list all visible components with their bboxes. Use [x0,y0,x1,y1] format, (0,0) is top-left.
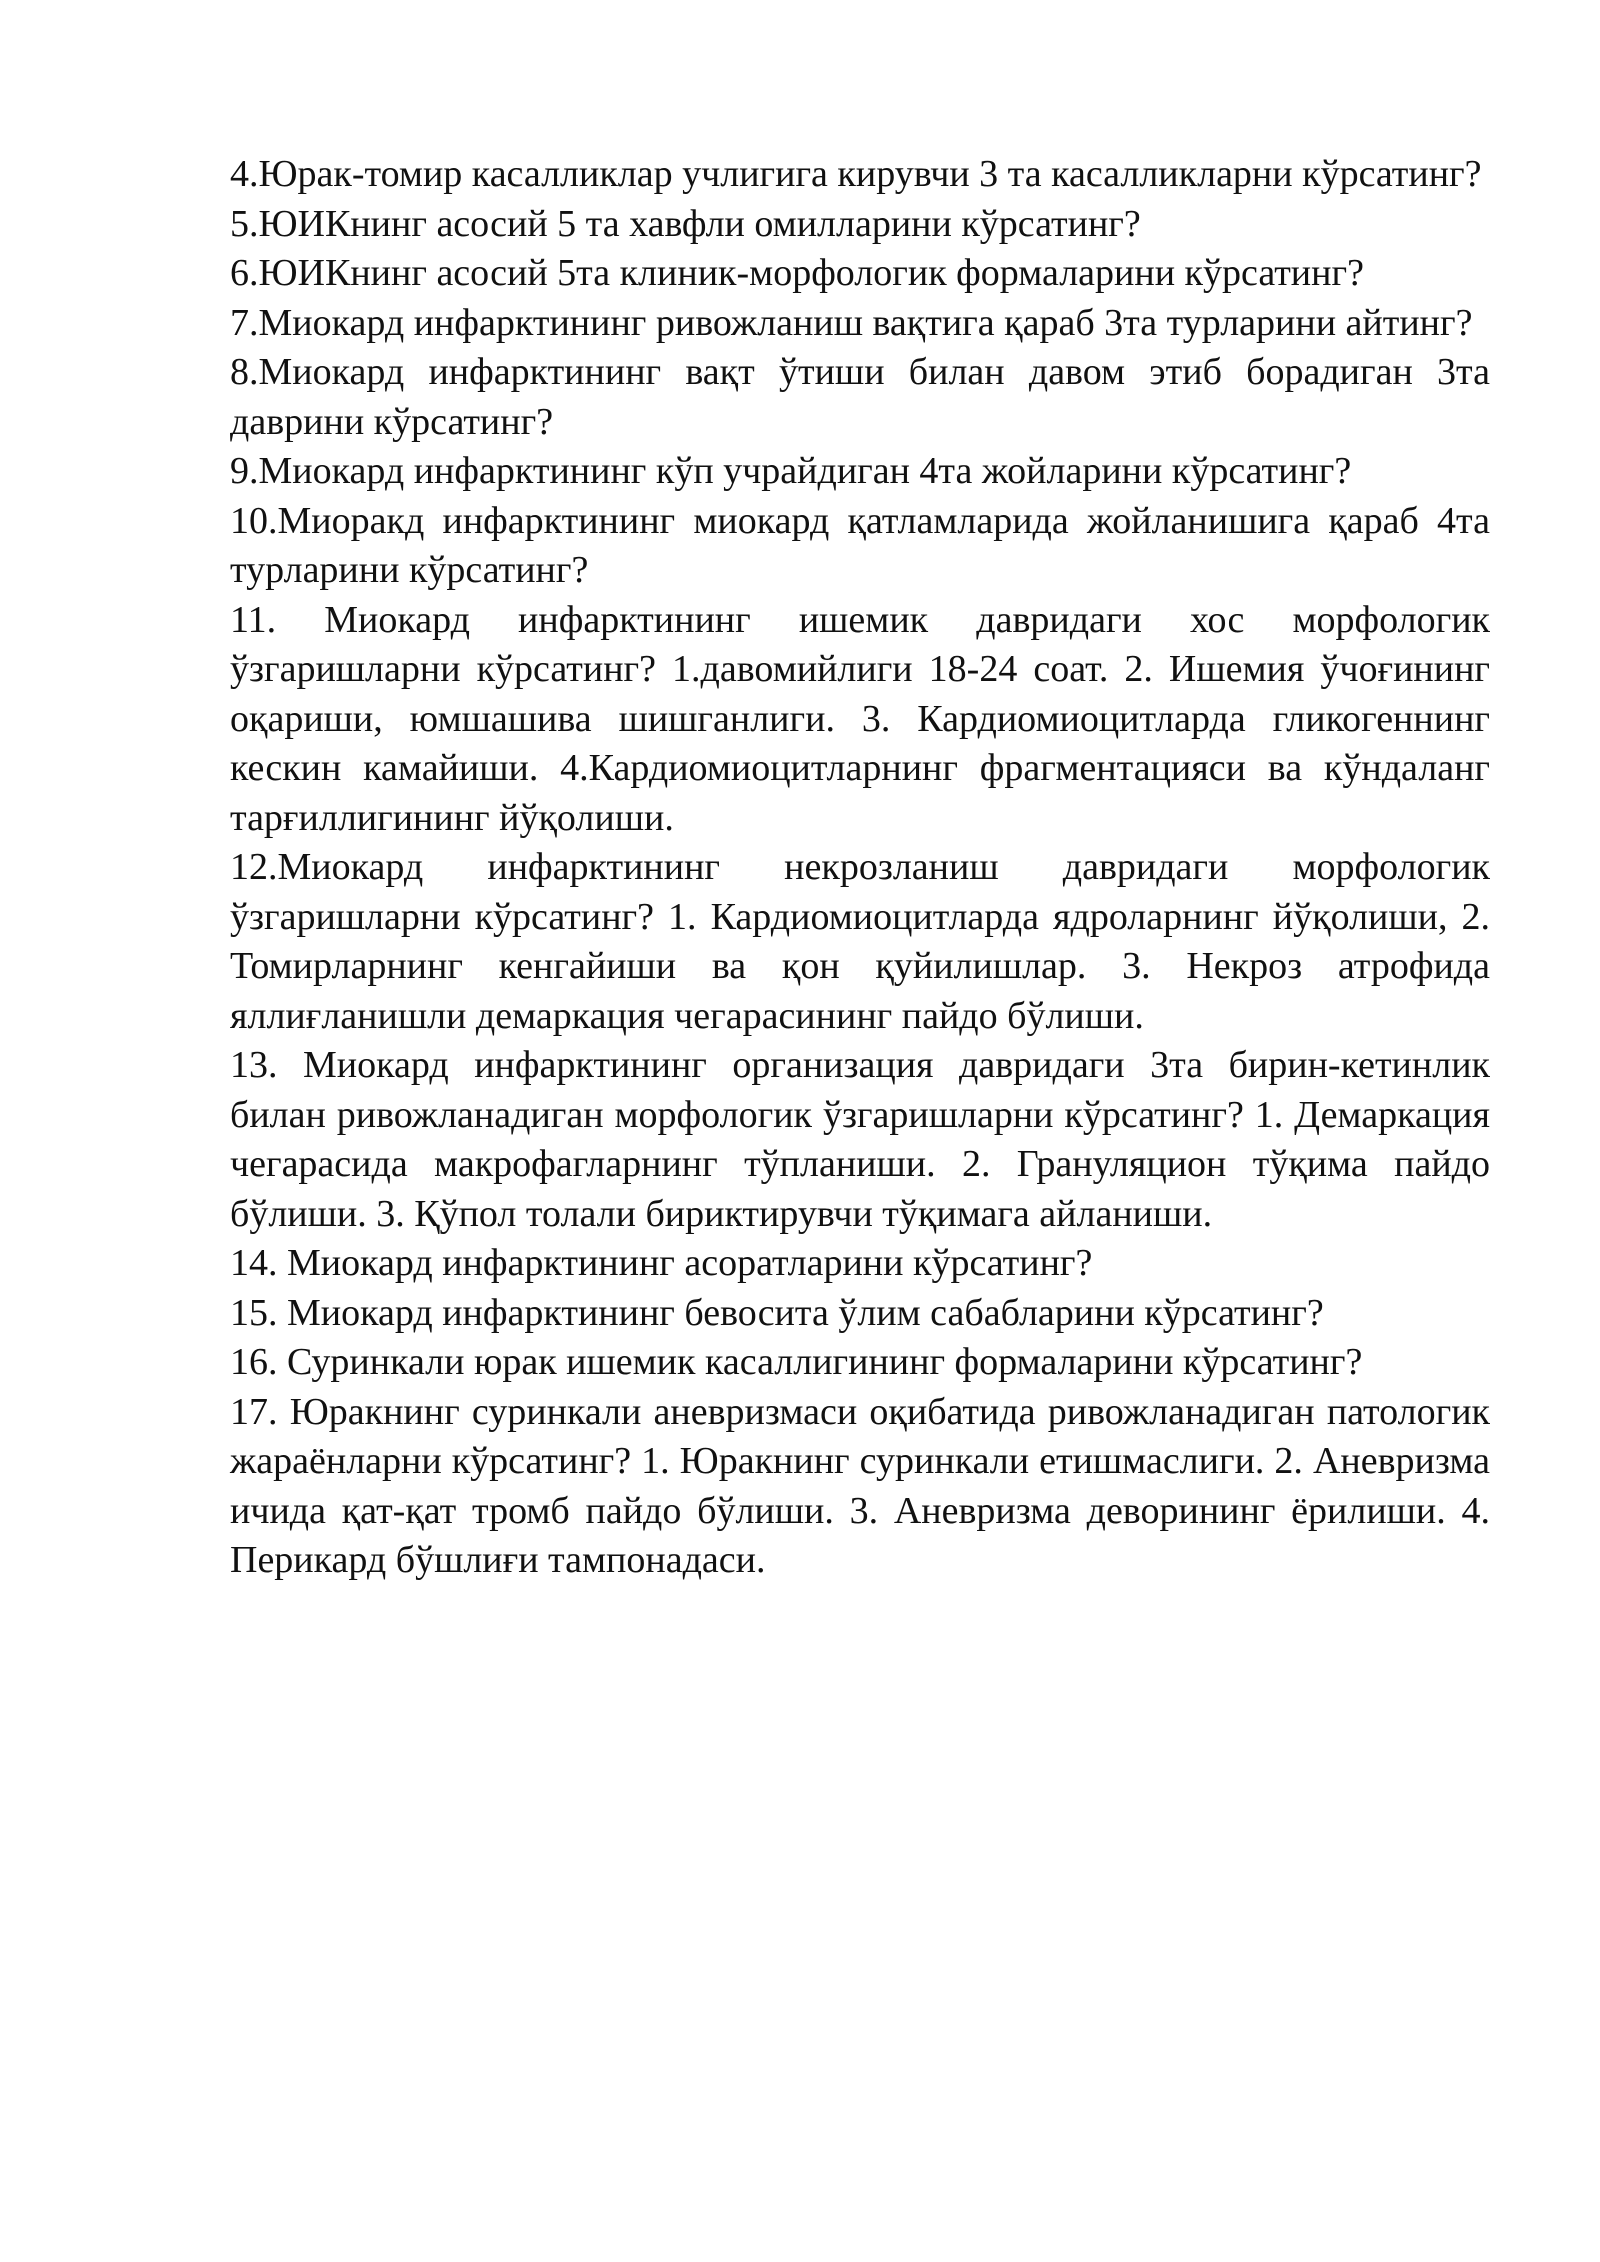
question-8: 8.Миокард инфарктининг вақт ўтиши билан давом этиб борадиган 3та даврини кўрсатинг? [230,351,1490,443]
question-12: 12.Миокард инфарктининг некрозланиш давридаги морфологик ўзгаришларни кўрсатинг? 1. Кардиомиоцитларда ядроларнинг йўқолиши, 2. Томирларнинг кенгайиши ва қон қуйилишлар. 3. Некроз атрофида яллиғланишли демаркация чегарасининг пайдо бўлиши. [230,846,1490,1037]
question-15: 15. Миокард инфарктининг бевосита ўлим сабабларини кўрсатинг? [230,1291,1324,1334]
document-page [230,150,1490,1586]
question-5: 5.ЮИКнинг асосий 5 та хавфли омилларини кўрсатинг? [230,202,1141,245]
question-11: 11. Миокард инфарктининг ишемик давридаги хос морфологик ўзгаришларни кўрсатинг? 1.давомийлиги 18-24 соат. 2. Ишемия ўчоғининг оқариши, юмшашива шишганлиги. 3. Кардиомиоцитларда гликогеннинг кескин камайиши. 4.Кардиомиоцитларнинг фрагментацияси ва кўндаланг тарғиллигининг йўқолиши. [230,598,1490,839]
question-14: 14. Миокард инфарктининг асоратларини кўрсатинг? [230,1242,1093,1284]
question-17: 17. Юракнинг суринкали аневризмаси оқибатида ривожланадиган патологик жараёнларни кўрсатинг? 1. Юракнинг суринкали етишмаслиги. 2. Аневризма ичида қат-қат тромб пайдо бўлиши. 3. Аневризма деворининг ёрилиши. 4. Перикард бўшлиғи тампонадаси. [230,1390,1490,1581]
question-7: 7.Миокард инфарктининг ривожланиш вақтига қараб 3та турларини айтинг? [230,301,1473,344]
question-13: 13. Миокард инфарктининг организация давридаги 3та бирин-кетинлик билан ривожланадиган морфологик ўзгаришларни кўрсатинг? 1. Демаркация чегарасида макрофагларнинг тўпланиши. 2. Грануляцион тўқима пайдо бўлиши. 3. Қўпол толали бириктирувчи тўқимага айланиши. [230,1044,1490,1235]
question-16: 16. Суринкали юрак ишемик касаллигининг формаларини кўрсатинг? [230,1341,1363,1383]
question-10: 10.Миоракд инфарктининг миокард қатламларида жойланишига қараб 4та турларини кўрсатинг? [230,499,1490,591]
question-9: 9.Миокард инфарктининг кўп учрайдиган 4та жойларини кўрсатинг? [230,450,1352,492]
question-4: 4.Юрак-томир касалликлар учлигига кирувчи 3 та касалликларни кўрсатинг? [230,153,1482,195]
question-6: 6.ЮИКнинг асосий 5та клиник-морфологик формаларини кўрсатинг? [230,252,1364,294]
